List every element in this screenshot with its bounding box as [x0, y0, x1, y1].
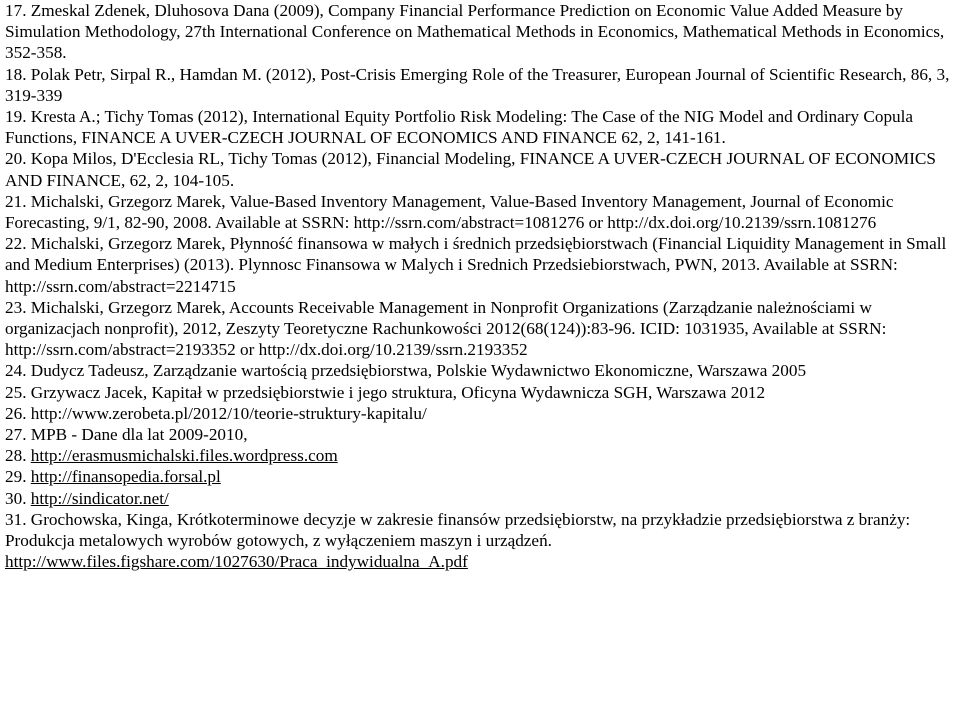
reference-22: 22. Michalski, Grzegorz Marek, Płynność finansowa w małych i średnich przedsiębiorstwach (Financial Liquidity Management in Small and Medium Enterprises) (2013). Plynnosc Finansowa w Malych i Srednich Przedsiebiorstwach, PWN, 2013. Available at SSRN: http://ssrn.com/abstract=2214715 [5, 234, 947, 296]
reference-31-text: 31. Grochowska, Kinga, Krótkoterminowe decyzje w zakresie finansów przedsiębiorstw, na przykładzie przedsiębiorstwa z branży: Produkcja metalowych wyrobów gotowych, z wyłączeniem maszyn i urządzeń. [5, 509, 911, 551]
reference-20: 20. Kopa Milos, D'Ecclesia RL, Tichy Tomas (2012), Financial Modeling, FINANCE A UVER-CZECH JOURNAL OF ECONOMICS AND FINANCE, 62, 2, 104-105. [5, 149, 936, 190]
reference-24: 24. Dudycz Tadeusz, Zarządzanie wartością przedsiębiorstwa, Polskie Wydawnictwo Ekonomiczne, Warszawa 2005 [5, 361, 807, 381]
reference-31-link[interactable]: http://www.files.figshare.com/1027630/Praca_indywidualna_A.pdf [5, 552, 468, 572]
reference-18: 18. Polak Petr, Sirpal R., Hamdan M. (2012), Post-Crisis Emerging Role of the Treasurer, European Journal of Scientific Research, 86, 3, 319-339 [5, 64, 950, 105]
reference-25: 25. Grzywacz Jacek, Kapitał w przedsiębiorstwie i jego struktura, Oficyna Wydawnicza SGH, Warszawa 2012 [5, 382, 766, 402]
reference-23: 23. Michalski, Grzegorz Marek, Accounts Receivable Management in Nonprofit Organizations (Zarządzanie należnościami w organizacjach nonprofit), 2012, Zeszyty Teoretyczne Rachunkowości 2012(68(124)):83-96. ICID: 1031935, Available at SSRN: http://ssrn.com/abstract=2193352 or http://dx.doi.org/10.2139/ssrn.2193352 [5, 297, 887, 360]
reference-27: 27. MPB - Dane dla lat 2009-2010, [5, 425, 248, 445]
reference-28-number: 28. [5, 446, 31, 466]
reference-31 [5, 509, 957, 573]
reference-26: 26. http://www.zerobeta.pl/2012/10/teorie-struktury-kapitalu/ [5, 403, 427, 423]
reference-29 [5, 466, 957, 487]
reference-29-link[interactable]: http://finansopedia.forsal.pl [30, 467, 221, 487]
reference-29-number: 29. [5, 467, 31, 487]
reference-30 [5, 488, 957, 509]
reference-28 [5, 445, 957, 466]
reference-list [5, 0, 957, 572]
reference-17: 17. Zmeskal Zdenek, Dluhosova Dana (2009), Company Financial Performance Prediction on Economic Value Added Measure by Simulation Methodology, 27th International Conference on Mathematical Methods in Economics, Mathematical Methods in Economics, 352-358. [5, 1, 945, 63]
reference-28-link[interactable]: http://erasmusmichalski.files.wordpress.com [30, 446, 338, 466]
reference-30-link[interactable]: http://sindicator.net/ [30, 488, 169, 508]
reference-30-number: 30. [5, 488, 31, 508]
reference-19: 19. Kresta A.; Tichy Tomas (2012), International Equity Portfolio Risk Modeling: The Case of the NIG Model and Ordinary Copula Functions, FINANCE A UVER-CZECH JOURNAL OF ECONOMICS AND FINANCE 62, 2, 141-161. [5, 107, 914, 148]
reference-21: 21. Michalski, Grzegorz Marek, Value-Based Inventory Management, Value-Based Inventory Management, Journal of Economic Forecasting, 9/1, 82-90, 2008. Available at SSRN: http://ssrn.com/abstract=1081276 or http://dx.doi.org/10.2139/ssrn.1081276 [5, 191, 894, 233]
